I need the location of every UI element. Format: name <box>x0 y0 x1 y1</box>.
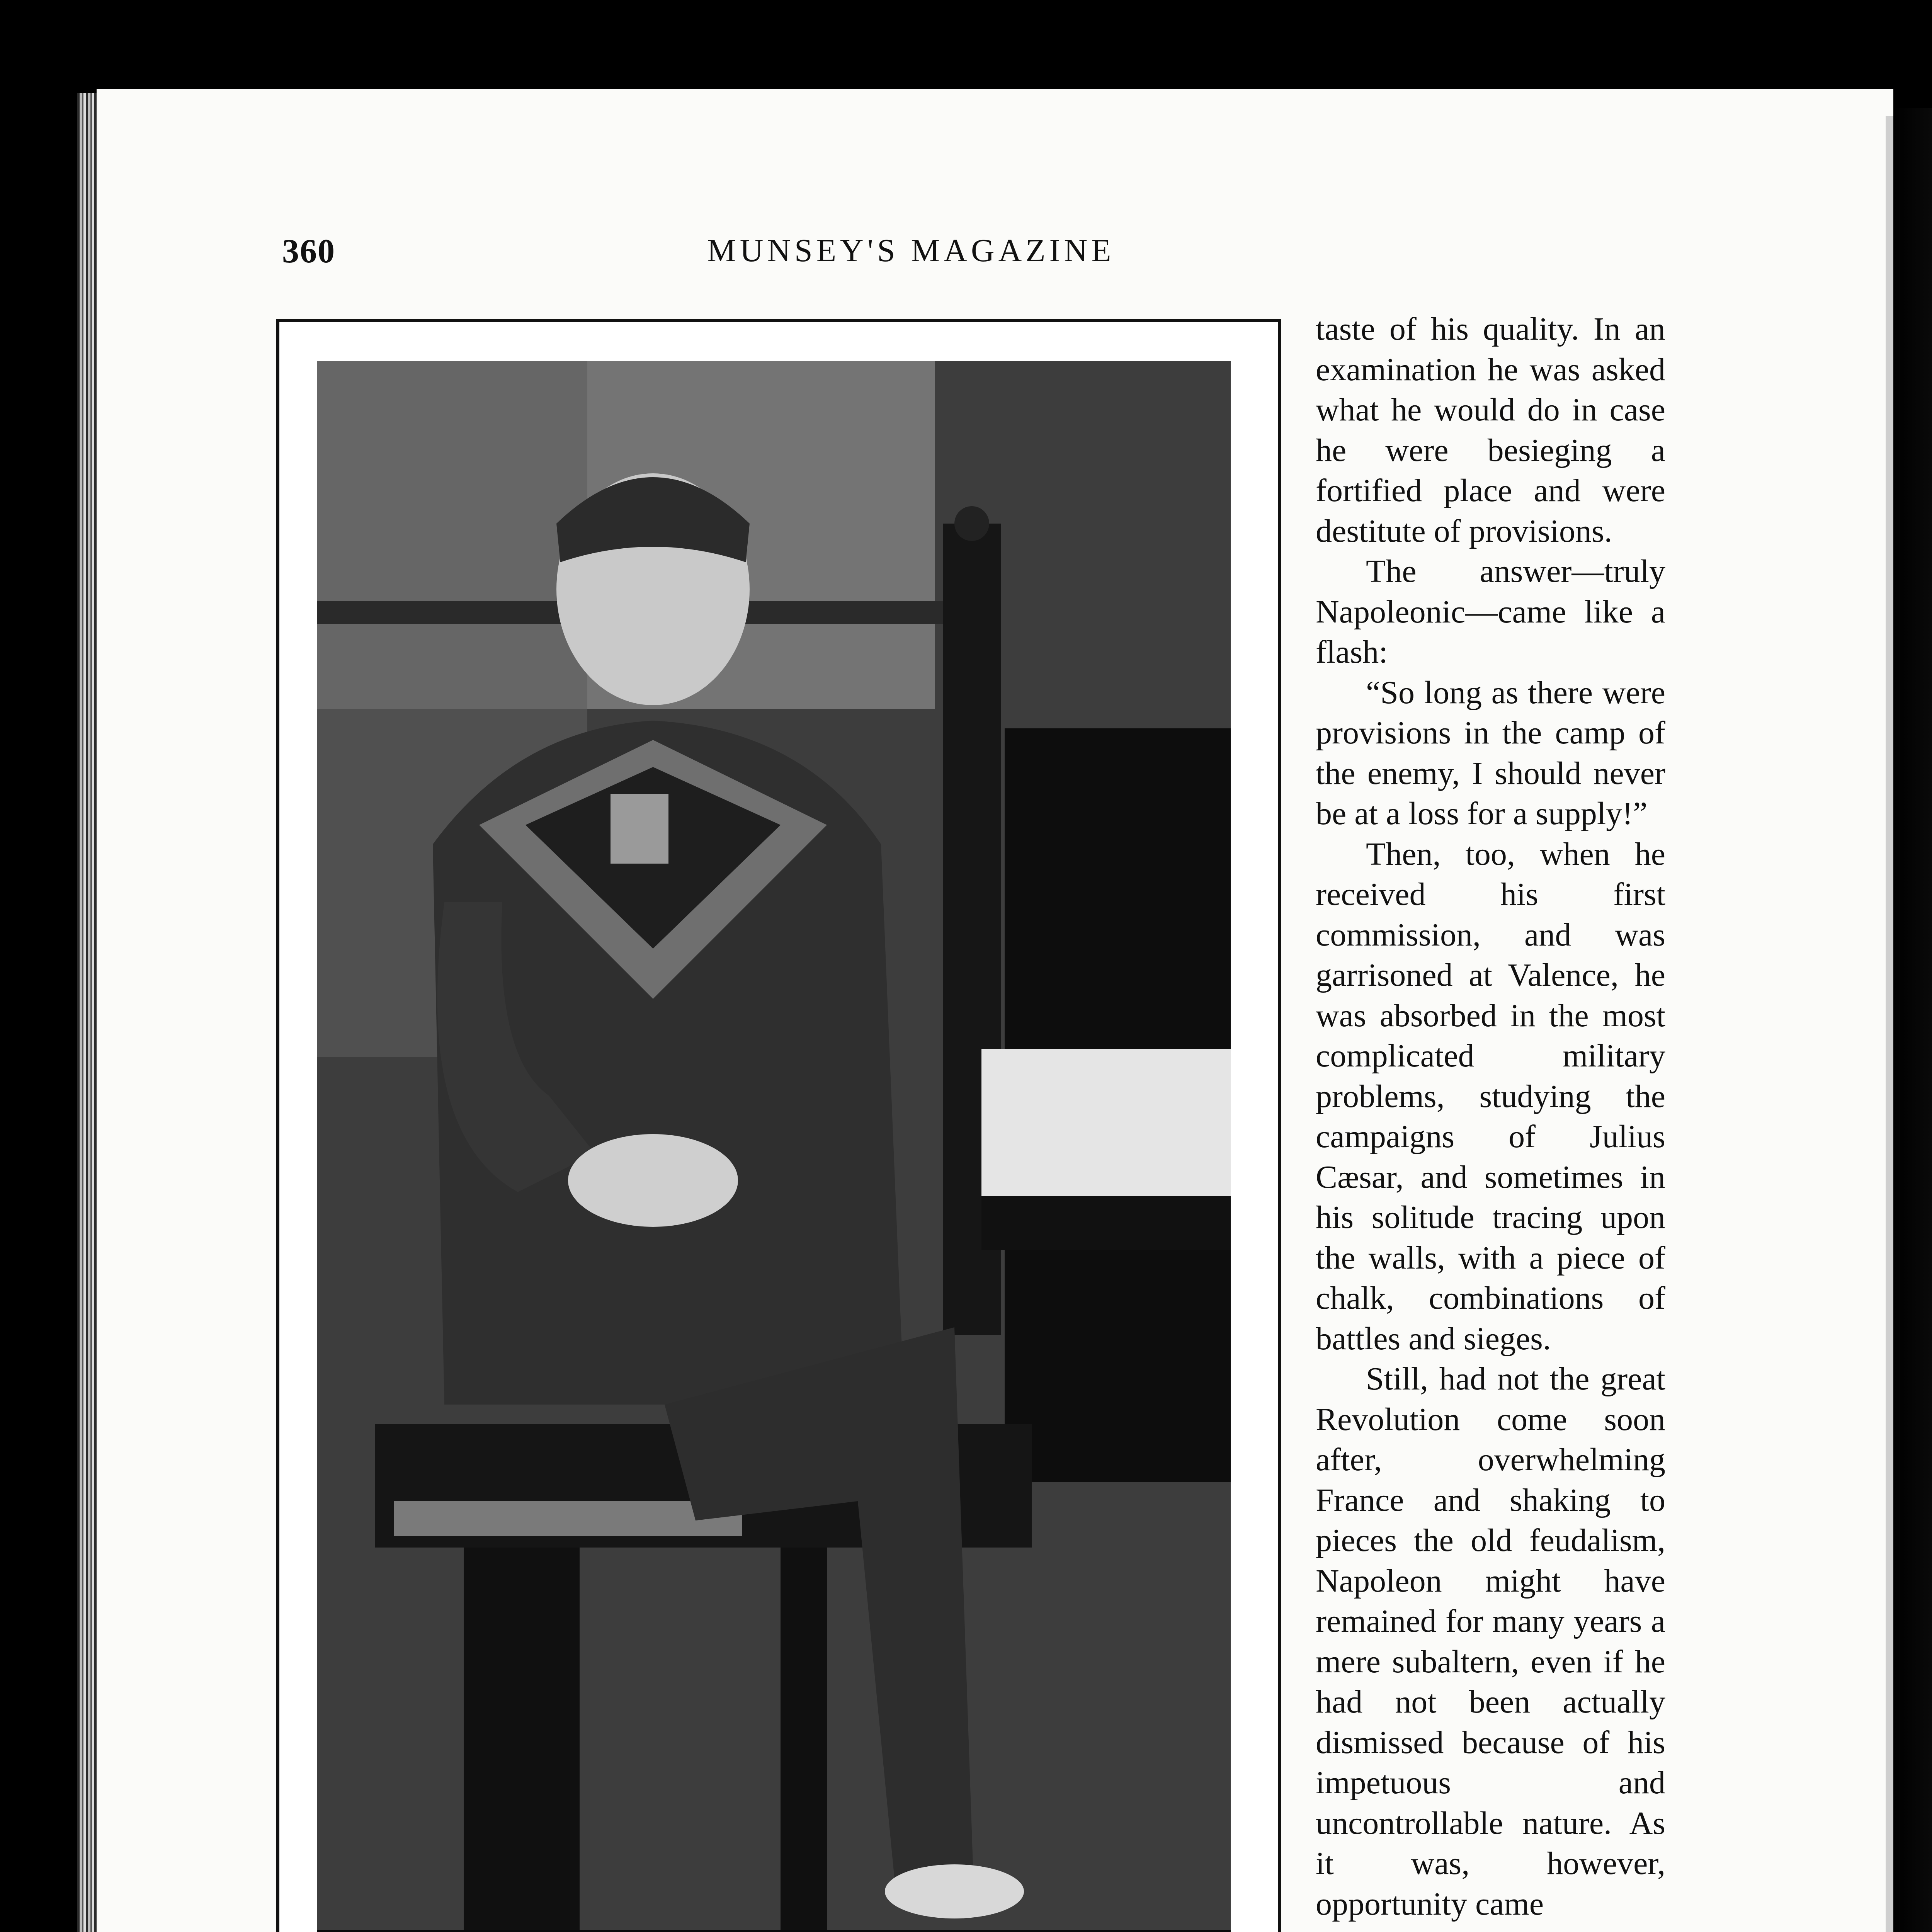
portrait-photograph <box>317 361 1231 1932</box>
page-number: 360 <box>282 233 335 270</box>
right-column-paragraph: Still, had not the great Revolution come soon after, overwhelming France and shaking to pieces the old feudalism, Napoleon might have remained for many years a mere subaltern, even if he had not been actually dismissed because of his impetuous and uncontrollable nature. As it was, however, opportunity came <box>1316 1361 1665 1922</box>
right-column-paragraph: taste of his quality. In an examination he was asked what he would do in case he were besieging a fortified place and were destitute of provisions. <box>1316 311 1665 549</box>
running-head <box>282 232 1217 278</box>
right-column <box>1316 309 1665 1924</box>
portrait-illustration <box>317 361 1231 1932</box>
right-column-paragraph: The answer—truly Napoleonic—came like a flash: <box>1316 553 1665 670</box>
magazine-title: MUNSEY'S MAGAZINE <box>707 233 1115 269</box>
right-column-paragraph: Then, too, when he received his first commission, and was garrisoned at Valence, he was absorbed in the most complicated military problems, studying the campaigns of Julius Cæsar, and sometimes in his solitude tracing upon the walls, with a piece of chalk, combinations of battles and sieges. <box>1316 836 1665 1357</box>
scan-background-right <box>1893 108 1932 1932</box>
right-column-paragraph: “So long as there were provisions in the camp of the enemy, I should never be at a loss for a supply!” <box>1316 674 1665 832</box>
